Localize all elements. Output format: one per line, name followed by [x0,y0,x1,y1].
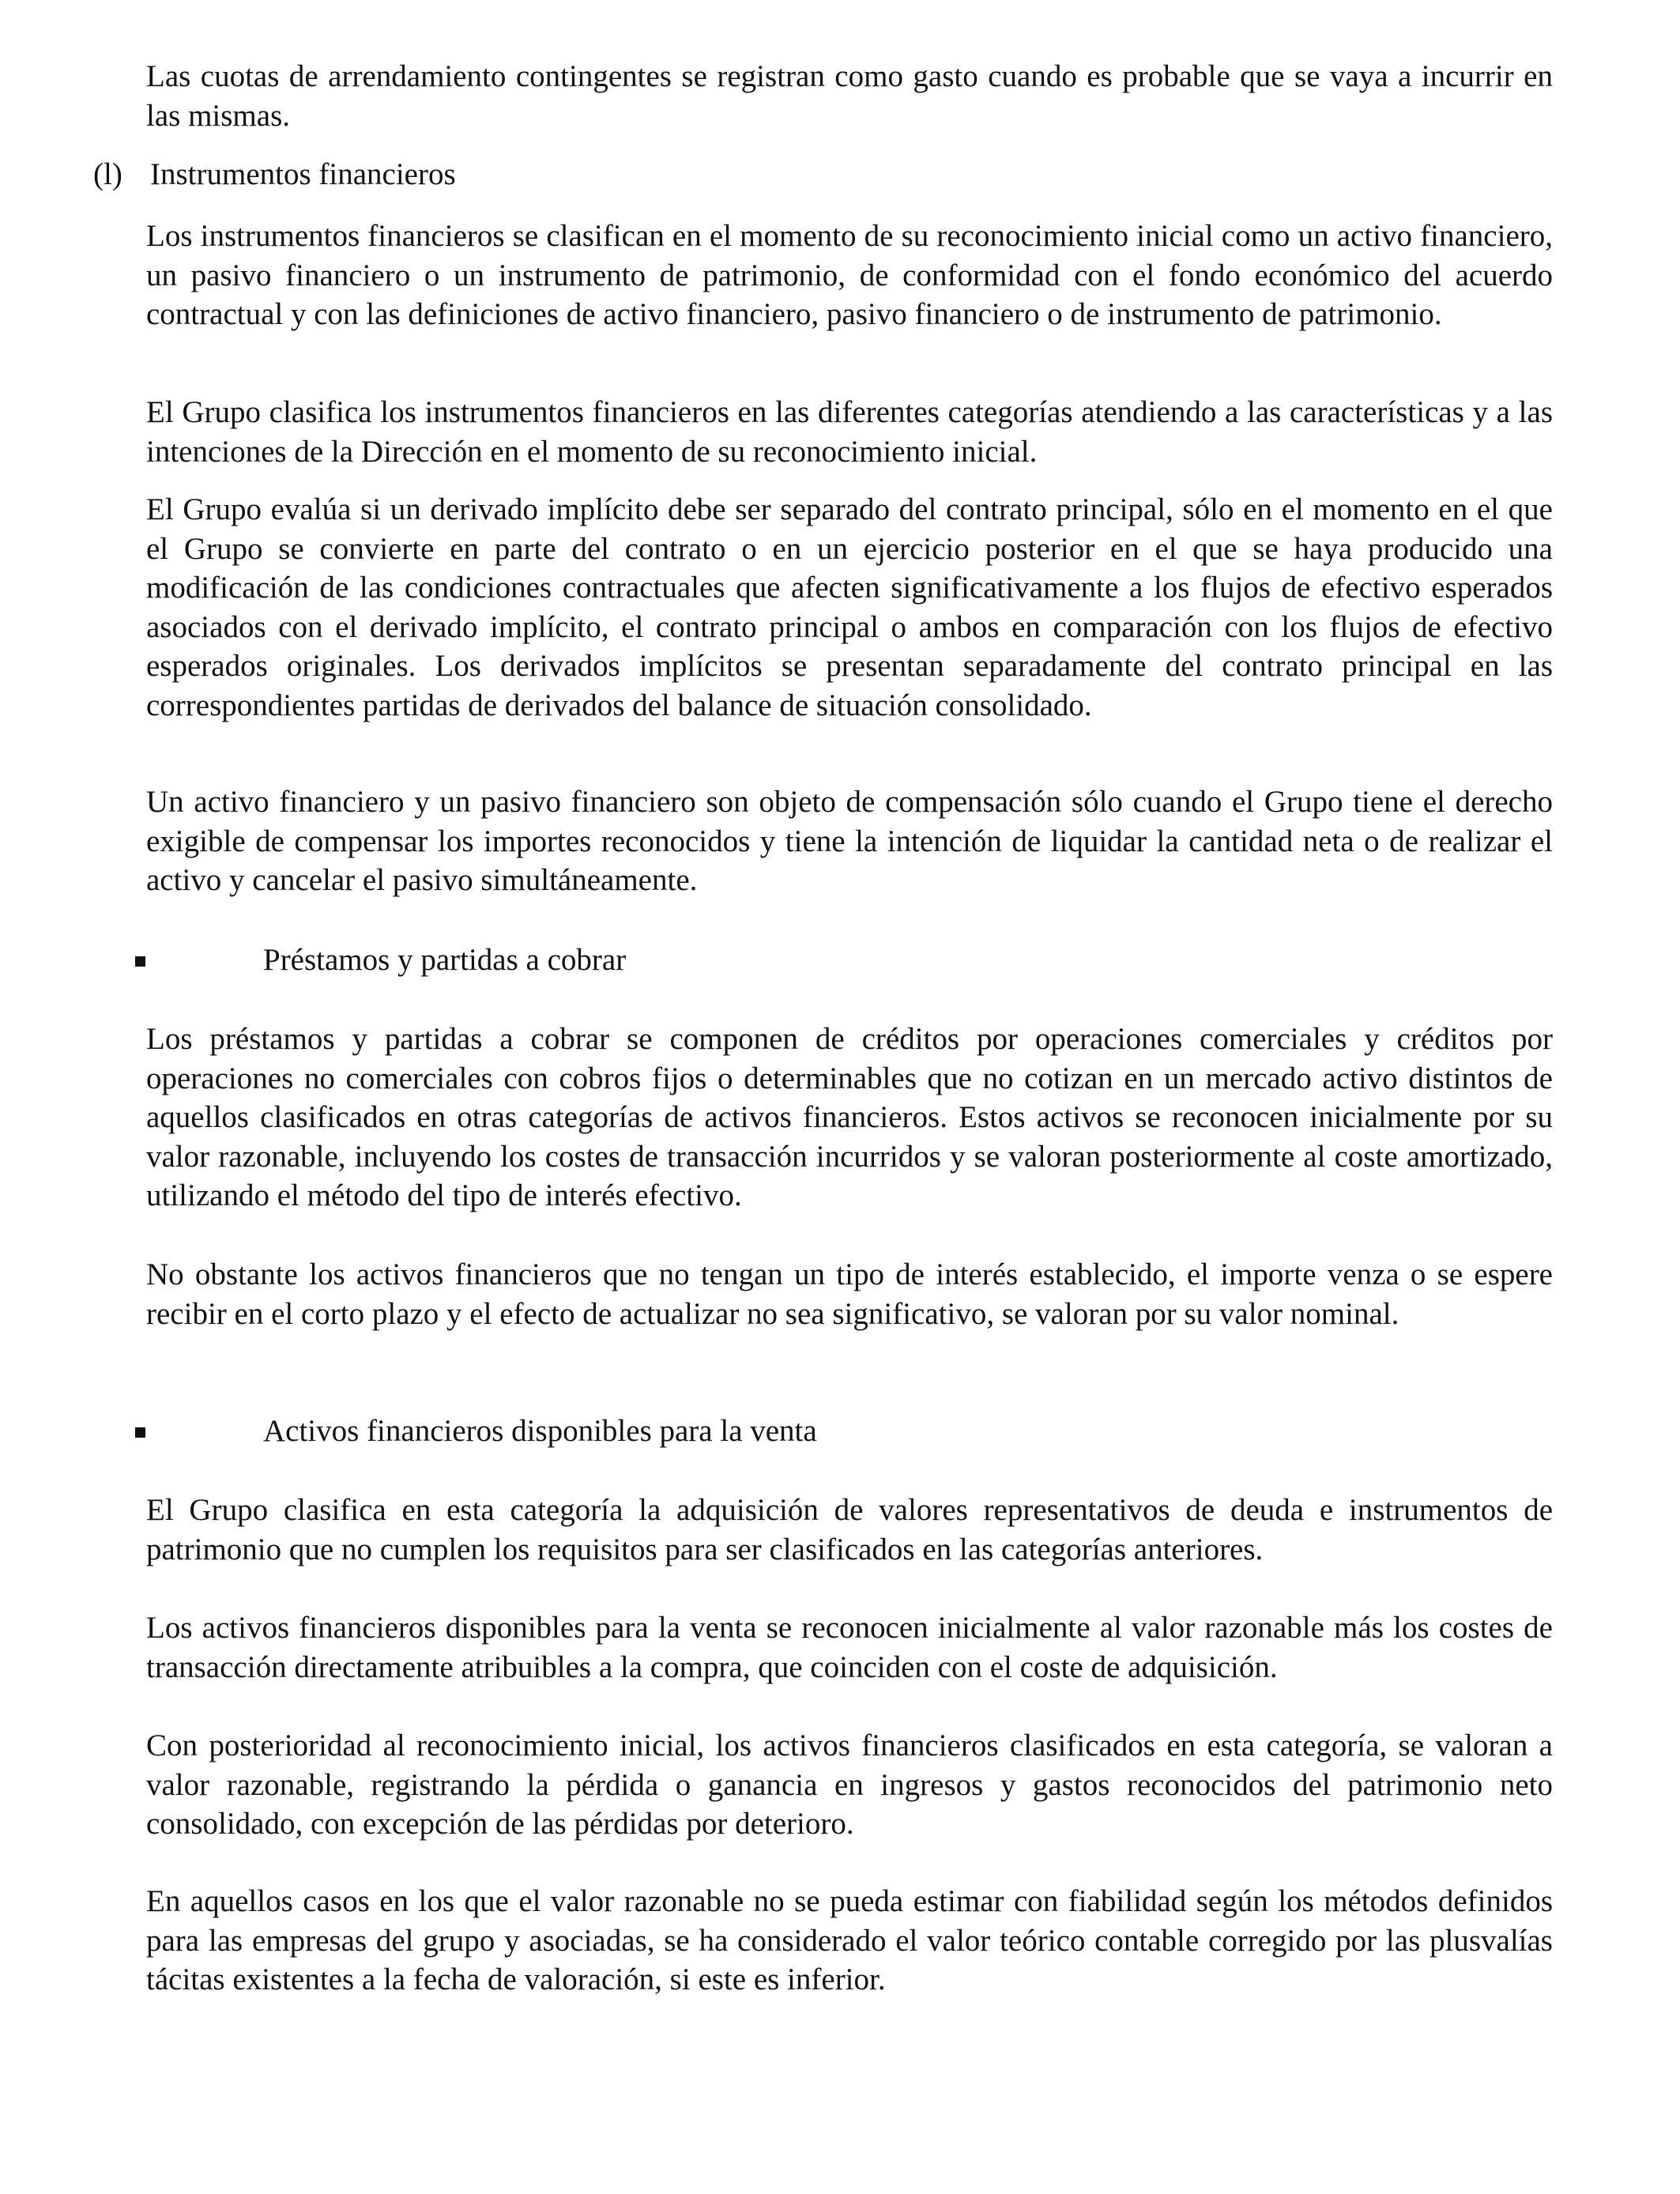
paragraph: No obstante los activos financieros que no tengan un tipo de interés establecido, el importe venza o se espere recibir en el corto plazo y el efecto de actualizar no sea significativo, se valoran por su valor nominal. [146,1257,1553,1331]
paragraph: Los activos financieros disponibles para la venta se reconocen inicialmente al valor razonable más los costes de transacción directamente atribuibles a la compra, que coinciden con el coste de adquisición. [146,1611,1553,1684]
subsection-title: Préstamos y partidas a cobrar [263,943,627,977]
bullet-marker [135,1427,145,1438]
paragraph: El Grupo evalúa si un derivado implícito debe ser separado del contrato principal, sólo en el momento en el que el Grupo se convierte en parte del contrato o en un ejercicio posterior en el que se haya producido una modificación de las condiciones contractuales que afecten significativamente a los flujos de efectivo esperados asociados con el derivado implícito, el contrato principal o ambos en comparación con los flujos de efectivo esperados originales. Los derivados implícitos se presentan separadamente del contrato principal en las correspondientes partidas de derivados del balance de situación consolidado. [146,492,1553,722]
intro-paragraph: Las cuotas de arrendamiento contingentes se registran como gasto cuando es probable que se vaya a incurrir en las mismas. [146,59,1553,133]
subsection-title: Activos financieros disponibles para la venta [263,1414,817,1448]
section-heading [0,155,1680,194]
paragraph: Con posterioridad al reconocimiento inicial, los activos financieros clasificados en esta categoría, se valoran a valor razonable, registrando la pérdida o ganancia en ingresos y gastos reconocidos del patrimonio neto consolidado, con excepción de las pérdidas por deterioro. [146,1728,1553,1841]
section-label: (l) [93,157,122,191]
paragraph: Los préstamos y partidas a cobrar se componen de créditos por operaciones comerciales y créditos por operaciones no comerciales con cobros fijos o determinables que no cotizan en un mercado activo distintos de aquellos clasificados en otras categorías de activos financieros. Estos activos se reconocen inicialmente por su valor razonable, incluyendo los costes de transacción incurridos y se valoran posteriormente al coste amortizado, utilizando el método del tipo de interés efectivo. [146,1022,1553,1212]
section-title: Instrumentos financieros [150,157,456,191]
paragraph: Un activo financiero y un pasivo financiero son objeto de compensación sólo cuando el Grupo tiene el derecho exigible de compensar los importes reconocidos y tiene la intención de liquidar la cantidad neta o de realizar el activo y cancelar el pasivo simultáneamente. [146,785,1553,897]
paragraph: El Grupo clasifica en esta categoría la adquisición de valores representativos de deuda e instrumentos de patrimonio que no cumplen los requisitos para ser clasificados en las categorías anteriores. [146,1493,1553,1566]
paragraph: En aquellos casos en los que el valor razonable no se pueda estimar con fiabilidad según los métodos definidos para las empresas del grupo y asociadas, se ha considerado el valor teórico contable corregido por las plusvalías tácitas existentes a la fecha de valoración, si este es inferior. [146,1884,1553,1996]
paragraph: Los instrumentos financieros se clasifican en el momento de su reconocimiento inicial como un activo financiero, un pasivo financiero o un instrumento de patrimonio, de conformidad con el fondo económico del acuerdo contractual y con las definiciones de activo financiero, pasivo financiero o de instrumento de patrimonio. [146,219,1553,331]
bullet-marker [135,956,145,967]
paragraph: El Grupo clasifica los instrumentos financieros en las diferentes categorías atendiendo a las características y a las intenciones de la Dirección en el momento de su reconocimiento inicial. [146,395,1553,469]
